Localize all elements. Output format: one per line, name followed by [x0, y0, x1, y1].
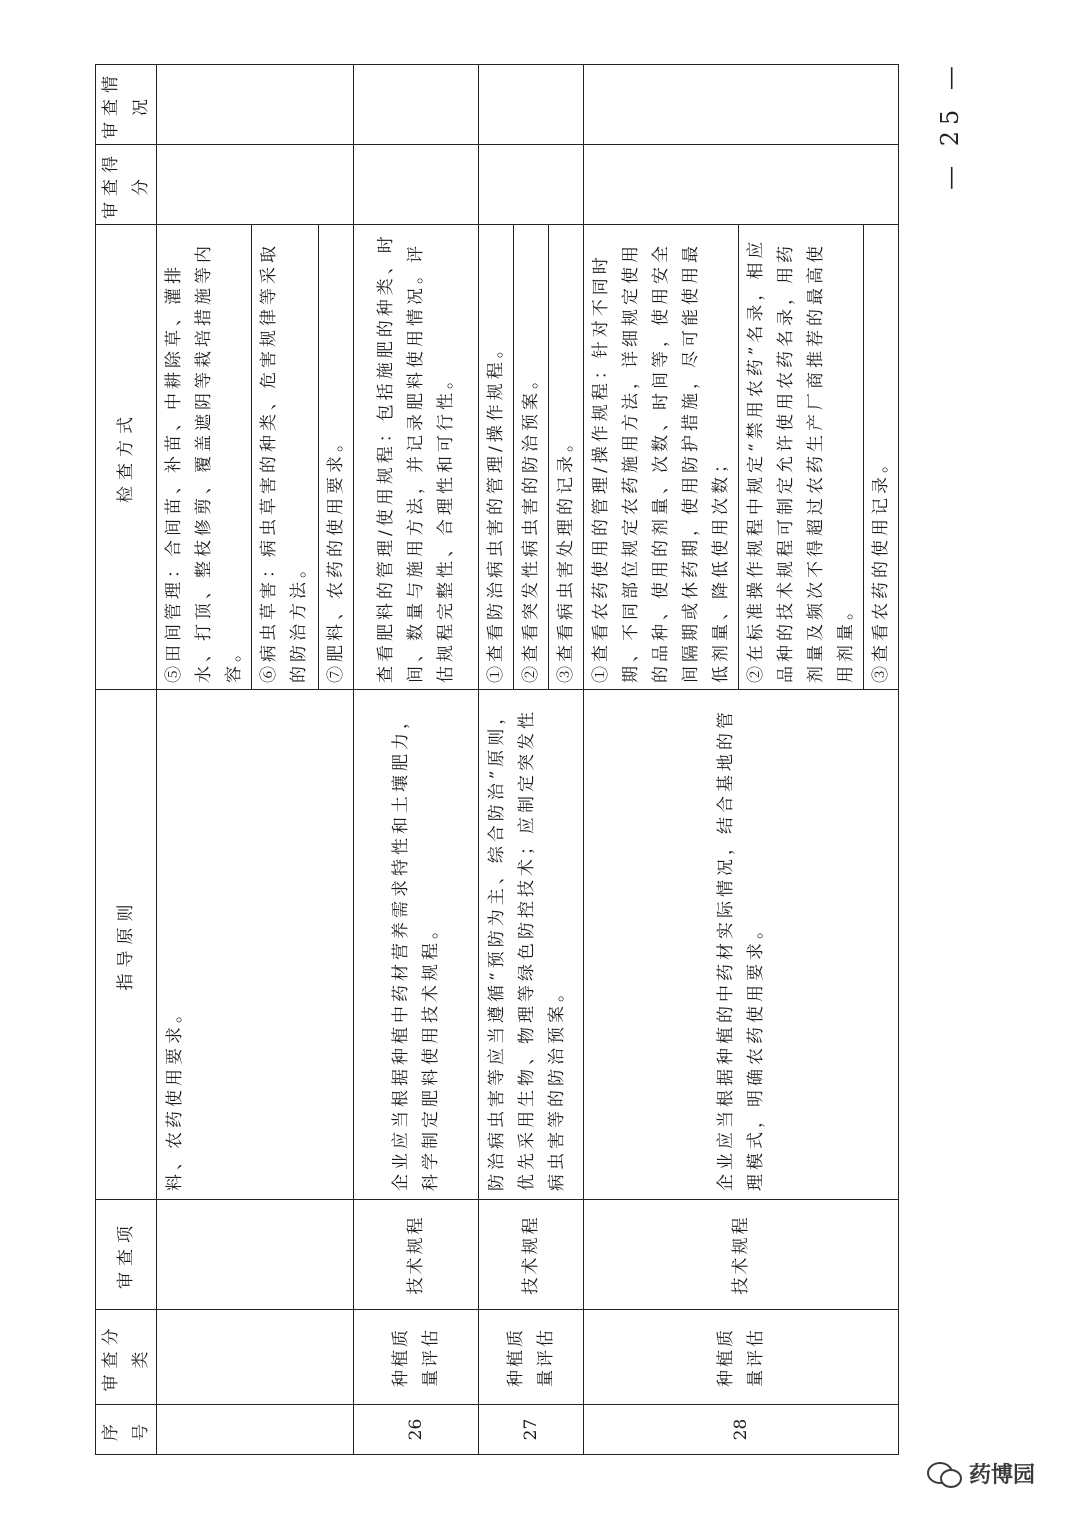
seq-cell: 27: [479, 1405, 584, 1455]
method-cell: ⑤田间管理：合间苗、补苗、中耕除草、灌排水、打顶、整枝修剪、覆盖遮阴等栽培措施等内容。: [157, 225, 252, 690]
status-cell: [157, 65, 354, 145]
table-row-26: [354, 65, 479, 1455]
category-cell: 种植质量评估: [479, 1310, 584, 1405]
principle-cell: 料、农药使用要求。: [157, 690, 354, 1200]
category-cell: [157, 1310, 354, 1405]
header-principle: 指导原则: [96, 690, 157, 1200]
method-cell: ⑥病虫草害：病虫草害的种类、危害规律等采取的防治方法。: [252, 225, 319, 690]
method-cell: ①查看农药使用的管理/操作规程：针对不同时期、不同部位规定农药施用方法，详细规定使用的品种、使用的剂量、次数、时间等，使用安全间隔期或休药期，使用防护措施，尽可能使用最低剂量、降低使用次数；: [584, 225, 739, 690]
table-row-28: [584, 65, 739, 1455]
score-cell: [354, 145, 479, 225]
watermark-text: 药博园: [969, 1463, 1036, 1488]
seq-cell: 28: [584, 1405, 899, 1455]
header-score: 审查得分: [96, 145, 157, 225]
category-cell: 种植质量评估: [584, 1310, 899, 1405]
method-cell: ③查看病虫害处理的记录。: [549, 225, 584, 690]
header-item: 审查项: [96, 1200, 157, 1310]
review-table: [95, 64, 899, 1455]
page-number-text: — 25 —: [936, 60, 965, 190]
table-row: [157, 65, 252, 1455]
category-cell: 种植质量评估: [354, 1310, 479, 1405]
score-cell: [479, 145, 584, 225]
seq-cell: 26: [354, 1405, 479, 1455]
method-cell: ②查看突发性病虫害的防治预案。: [514, 225, 549, 690]
status-cell: [354, 65, 479, 145]
rotated-page: [95, 65, 891, 1455]
watermark: [925, 1458, 1035, 1489]
seq-cell: [157, 1405, 354, 1455]
method-cell: ③查看农药的使用记录。: [864, 225, 899, 690]
header-category: 审查分类: [96, 1310, 157, 1405]
item-cell: 技术规程: [584, 1200, 899, 1310]
status-cell: [479, 65, 584, 145]
header-seq: 序号: [96, 1405, 157, 1455]
principle-cell: 防治病虫害等应当遵循“预防为主、综合防治”原则，优先采用生物、物理等绿色防控技术；应制定突发性病虫害等的防治预案。: [479, 690, 584, 1200]
item-cell: [157, 1200, 354, 1310]
method-cell: ②在标准操作规程中规定“禁用农药”名录，相应品种的技术规程可制定允许使用农药名录，用药剂量及频次不得超过农药生产厂商推荐的最高使用剂量。: [739, 225, 864, 690]
score-cell: [157, 145, 354, 225]
score-cell: [584, 145, 899, 225]
status-cell: [584, 65, 899, 145]
item-cell: 技术规程: [479, 1200, 584, 1310]
method-cell: ①查看防治病虫害的管理/操作规程。: [479, 225, 514, 690]
method-cell: 查看肥料的管理/使用规程：包括施肥的种类、时间、数量与施用方法，并记录肥料使用情况。评估规程完整性、合理性和可行性。: [354, 225, 479, 690]
header-method: 检查方式: [96, 225, 157, 690]
header-status: 审查情况: [96, 65, 157, 145]
principle-cell: 企业应当根据种植的中药材实际情况，结合基地的管理模式，明确农药使用要求。: [584, 690, 899, 1200]
table-header-row: [96, 65, 157, 1455]
wechat-icon: [925, 1459, 963, 1489]
table-row-27: [479, 65, 514, 1455]
principle-cell: 企业应当根据种植中药材营养需求特性和土壤肥力，科学制定肥料使用技术规程。: [354, 690, 479, 1200]
item-cell: 技术规程: [354, 1200, 479, 1310]
page-number: [930, 60, 970, 190]
method-cell: ⑦肥料、农药的使用要求。: [319, 225, 354, 690]
